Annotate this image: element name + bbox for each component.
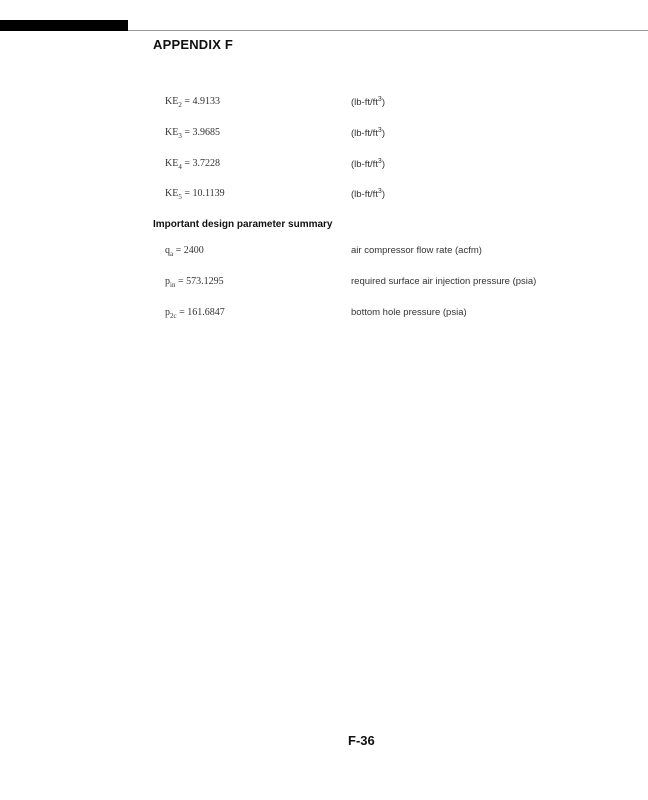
header-black-bar (0, 20, 128, 31)
equation: $KE_3 = 3.9685$ (165, 127, 220, 140)
equation: $q_a = 2400$ (165, 245, 204, 258)
ke-row-3 (0, 127, 648, 143)
summary-row-qa (0, 245, 648, 261)
equation: $KE_2 = 4.9133$ (165, 96, 220, 109)
ke-row-5 (0, 188, 648, 204)
ke-row-2 (0, 96, 648, 112)
description: bottom hole pressure (psia) (351, 307, 467, 318)
summary-row-p2c (0, 307, 648, 323)
unit: $(lb-ft/ft^3)$ (351, 127, 385, 140)
description: required surface air injection pressure (psia) (351, 276, 537, 287)
header-rule (128, 30, 648, 31)
summary-row-pin (0, 276, 648, 292)
unit: $(lb-ft/ft^3)$ (351, 158, 385, 171)
equation: $KE_5 = 10.1139$ (165, 188, 225, 201)
equation: $p_{in} = 573.1295$ (165, 276, 224, 289)
equation: $p_{2c} = 161.6847$ (165, 307, 225, 320)
page-number: F-36 (348, 733, 375, 748)
summary-title: Important design parameter summary (153, 219, 333, 230)
unit: $(lb-ft/ft^3)$ (351, 188, 385, 201)
ke-row-4 (0, 158, 648, 174)
description: air compressor flow rate (acfm) (351, 245, 482, 256)
unit: $(lb-ft/ft^3)$ (351, 96, 385, 109)
appendix-title: APPENDIX F (153, 37, 234, 52)
equation: $KE_4 = 3.7228$ (165, 158, 220, 171)
